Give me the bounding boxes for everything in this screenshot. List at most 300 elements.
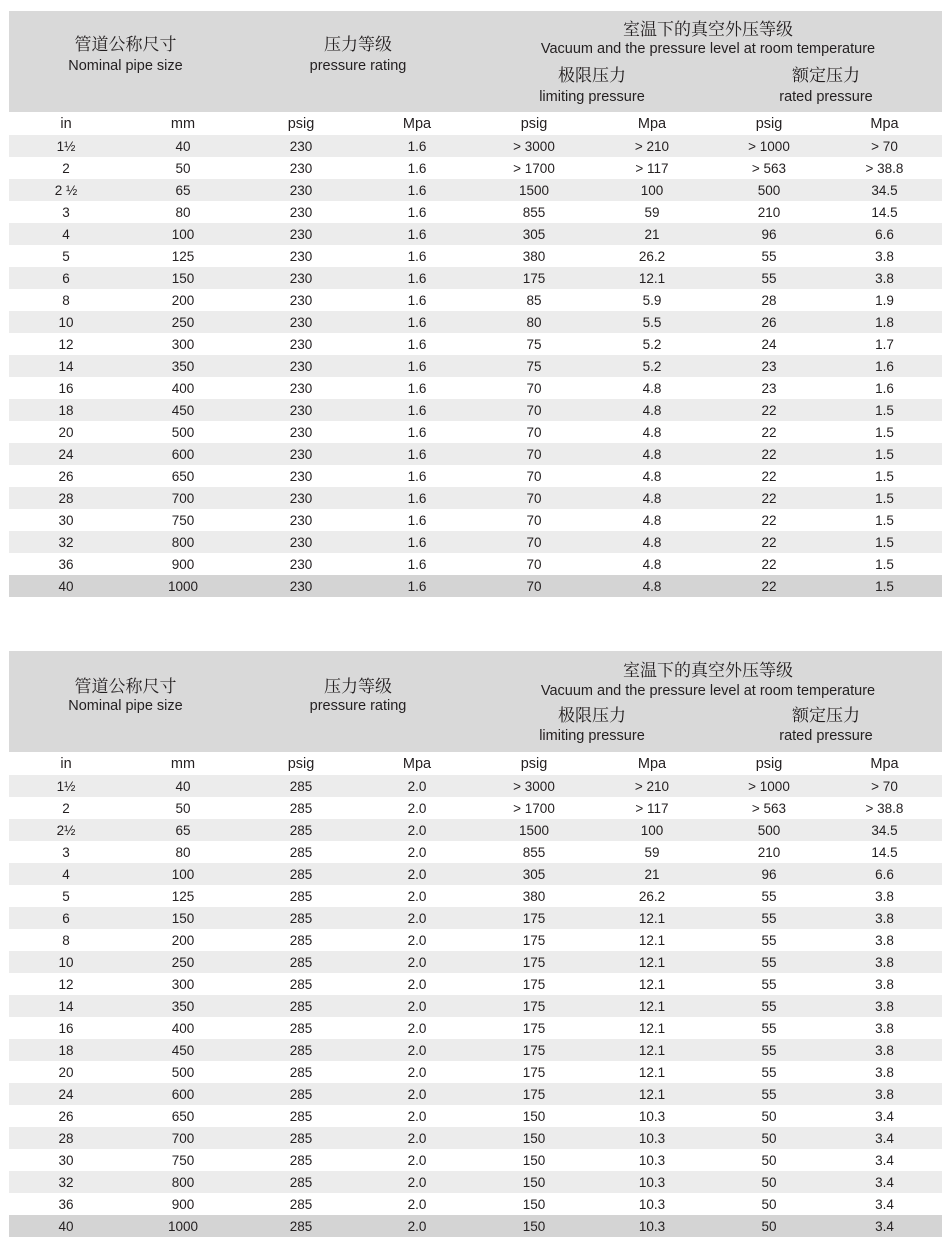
cell-in: 36 — [58, 556, 74, 572]
limiting-pressure-en: limiting pressure — [539, 728, 645, 744]
cell-mpa: 1.6 — [407, 380, 427, 396]
cell-mm: 150 — [171, 910, 195, 926]
cell-psig: 230 — [289, 512, 313, 528]
unit-mpa: Mpa — [402, 115, 432, 132]
cell-limiting-psig: 380 — [522, 248, 546, 264]
cell-limiting-psig: 305 — [522, 866, 546, 882]
cell-mpa: 2.0 — [407, 1130, 427, 1146]
table-row — [9, 311, 942, 333]
cell-limiting-psig: 855 — [522, 204, 546, 220]
cell-in: 32 — [58, 1174, 74, 1190]
cell-limiting-psig: > 1700 — [513, 160, 555, 176]
rated-pressure-zh: 额定压力 — [792, 66, 860, 85]
cell-mpa: 2.0 — [407, 778, 427, 794]
cell-limiting-psig: 75 — [526, 358, 542, 374]
table-row — [9, 1105, 942, 1127]
cell-mm: 50 — [175, 160, 191, 176]
cell-limiting-mpa: > 117 — [635, 800, 669, 816]
cell-limiting-psig: 175 — [522, 910, 546, 926]
cell-rated-psig: 55 — [761, 910, 777, 926]
cell-mpa: 1.6 — [407, 138, 427, 154]
cell-limiting-psig: 70 — [526, 424, 542, 440]
cell-limiting-mpa: 10.3 — [638, 1152, 666, 1168]
cell-mm: 200 — [171, 932, 195, 948]
unit-in: in — [60, 115, 72, 132]
cell-limiting-mpa: 26.2 — [638, 248, 666, 264]
cell-mpa: 2.0 — [407, 1064, 427, 1080]
units-row — [9, 112, 942, 135]
table-row — [9, 531, 942, 553]
cell-mpa: 2.0 — [407, 1108, 427, 1124]
table-row — [9, 841, 942, 863]
cell-limiting-mpa: 10.3 — [638, 1196, 666, 1212]
cell-mpa: 2.0 — [407, 1174, 427, 1190]
cell-psig: 285 — [289, 800, 313, 816]
cell-limiting-mpa: 12.1 — [638, 976, 666, 992]
cell-mpa: 2.0 — [407, 954, 427, 970]
table-row — [9, 1193, 942, 1215]
cell-limiting-psig: 150 — [522, 1152, 546, 1168]
cell-psig: 230 — [289, 446, 313, 462]
cell-rated-psig: 55 — [761, 954, 777, 970]
table-row — [9, 1017, 942, 1039]
cell-psig: 285 — [289, 888, 313, 904]
cell-mm: 1000 — [167, 1218, 199, 1234]
cell-in: 8 — [62, 292, 70, 308]
cell-mpa: 1.6 — [407, 578, 427, 594]
table-header — [9, 11, 942, 112]
cell-limiting-psig: 175 — [522, 954, 546, 970]
cell-limiting-mpa: 4.8 — [642, 380, 662, 396]
cell-limiting-mpa: 4.8 — [642, 468, 662, 484]
cell-mpa: 1.6 — [407, 490, 427, 506]
table-row — [9, 201, 942, 223]
cell-mm: 65 — [175, 822, 191, 838]
table-row — [9, 289, 942, 311]
cell-psig: 285 — [289, 1108, 313, 1124]
cell-limiting-mpa: 10.3 — [638, 1174, 666, 1190]
cell-limiting-psig: 75 — [526, 336, 542, 352]
cell-in: 4 — [62, 866, 70, 882]
cell-mm: 80 — [175, 844, 191, 860]
table-row — [9, 1039, 942, 1061]
cell-rated-psig: 28 — [761, 292, 777, 308]
cell-mpa: 2.0 — [407, 822, 427, 838]
table-row — [9, 1171, 942, 1193]
cell-limiting-mpa: > 210 — [634, 778, 670, 794]
cell-rated-mpa: 1.5 — [875, 512, 894, 528]
cell-psig: 230 — [289, 578, 313, 594]
cell-limiting-psig: > 3000 — [513, 138, 555, 154]
cell-limiting-mpa: 12.1 — [638, 1020, 666, 1036]
cell-psig: 285 — [289, 778, 313, 794]
cell-psig: 230 — [289, 314, 313, 330]
cell-mpa: 1.6 — [407, 248, 427, 264]
cell-limiting-psig: 150 — [522, 1218, 546, 1234]
cell-mpa: 1.6 — [407, 556, 427, 572]
cell-rated-mpa: 1.6 — [875, 380, 894, 396]
cell-limiting-psig: 70 — [526, 402, 542, 418]
cell-rated-psig: 22 — [761, 512, 777, 528]
cell-rated-psig: 22 — [761, 402, 777, 418]
cell-rated-mpa: 3.4 — [875, 1196, 894, 1212]
cell-in: 20 — [58, 424, 74, 440]
cell-rated-mpa: 1.5 — [875, 490, 894, 506]
cell-mm: 1000 — [167, 578, 199, 594]
unit-in: in — [60, 755, 72, 772]
cell-mm: 450 — [171, 402, 195, 418]
table-row — [9, 995, 942, 1017]
cell-rated-psig: 55 — [761, 1020, 777, 1036]
cell-mpa: 2.0 — [407, 1196, 427, 1212]
cell-limiting-psig: 80 — [526, 314, 542, 330]
cell-mpa: 1.6 — [407, 336, 427, 352]
table-row — [9, 973, 942, 995]
cell-limiting-mpa: 4.8 — [642, 446, 662, 462]
cell-psig: 285 — [289, 954, 313, 970]
cell-mm: 900 — [171, 556, 195, 572]
cell-rated-mpa: 3.8 — [875, 1020, 894, 1036]
cell-limiting-psig: 175 — [522, 1064, 546, 1080]
cell-limiting-psig: 70 — [526, 380, 542, 396]
unit-rated-mpa: Mpa — [870, 755, 899, 772]
cell-mpa: 1.6 — [407, 292, 427, 308]
vacuum-title-en: Vacuum and the pressure level at room temperature — [540, 41, 876, 57]
cell-rated-mpa: 1.5 — [875, 402, 894, 418]
cell-limiting-psig: 175 — [522, 1020, 546, 1036]
cell-rated-mpa: 3.8 — [875, 1086, 894, 1102]
nominal-size-zh: 管道公称尺寸 — [74, 677, 177, 696]
cell-limiting-mpa: 12.1 — [638, 1086, 666, 1102]
cell-limiting-mpa: 59 — [644, 844, 660, 860]
cell-limiting-psig: 175 — [522, 270, 546, 286]
cell-rated-psig: 55 — [761, 1042, 777, 1058]
cell-limiting-mpa: 10.3 — [638, 1218, 666, 1234]
cell-rated-mpa: 6.6 — [875, 226, 894, 242]
vacuum-title-zh: 室温下的真空外压等级 — [623, 20, 793, 39]
cell-limiting-mpa: 12.1 — [638, 910, 666, 926]
cell-mm: 450 — [171, 1042, 195, 1058]
cell-rated-psig: 50 — [761, 1218, 777, 1234]
cell-limiting-psig: 380 — [522, 888, 546, 904]
cell-limiting-mpa: 12.1 — [638, 932, 666, 948]
cell-rated-mpa: > 70 — [871, 778, 898, 794]
cell-rated-psig: 55 — [761, 976, 777, 992]
cell-mm: 50 — [175, 800, 191, 816]
cell-in: 1½ — [56, 138, 76, 154]
cell-psig: 285 — [289, 1152, 313, 1168]
cell-rated-psig: 22 — [761, 578, 777, 594]
cell-rated-mpa: 1.5 — [875, 468, 894, 484]
cell-rated-mpa: 3.4 — [875, 1174, 894, 1190]
cell-psig: 230 — [289, 402, 313, 418]
table-row — [9, 819, 942, 841]
cell-rated-psig: 96 — [761, 226, 777, 242]
cell-limiting-psig: 175 — [522, 998, 546, 1014]
cell-mpa: 1.6 — [407, 314, 427, 330]
cell-limiting-mpa: 5.2 — [642, 358, 662, 374]
cell-rated-mpa: 34.5 — [871, 822, 898, 838]
pressure-rating-en: pressure rating — [309, 58, 407, 74]
cell-limiting-psig: 175 — [522, 976, 546, 992]
cell-in: 3 — [62, 204, 70, 220]
cell-mm: 125 — [171, 248, 195, 264]
cell-mpa: 2.0 — [407, 800, 427, 816]
cell-psig: 285 — [289, 822, 313, 838]
cell-mpa: 1.6 — [407, 424, 427, 440]
cell-rated-psig: 22 — [761, 534, 777, 550]
cell-limiting-mpa: 26.2 — [638, 888, 666, 904]
cell-psig: 285 — [289, 1130, 313, 1146]
cell-mpa: 1.6 — [407, 160, 427, 176]
cell-mm: 200 — [171, 292, 195, 308]
table-row — [9, 333, 942, 355]
cell-mm: 250 — [171, 314, 195, 330]
cell-in: 6 — [62, 270, 70, 286]
cell-limiting-mpa: 100 — [640, 822, 664, 838]
cell-limiting-psig: 305 — [522, 226, 546, 242]
cell-in: 16 — [58, 380, 74, 396]
cell-rated-psig: 55 — [761, 932, 777, 948]
cell-in: 10 — [58, 314, 74, 330]
cell-in: 5 — [62, 248, 70, 264]
cell-in: 12 — [58, 976, 74, 992]
cell-in: 28 — [58, 1130, 74, 1146]
cell-psig: 230 — [289, 292, 313, 308]
cell-in: 12 — [58, 336, 74, 352]
cell-rated-mpa: 3.8 — [875, 248, 894, 264]
cell-rated-psig: 500 — [757, 822, 781, 838]
cell-mpa: 2.0 — [407, 1086, 427, 1102]
cell-rated-mpa: 34.5 — [871, 182, 898, 198]
cell-rated-psig: 50 — [761, 1196, 777, 1212]
cell-in: 40 — [58, 1218, 74, 1234]
cell-rated-psig: 55 — [761, 888, 777, 904]
cell-in: 24 — [58, 446, 74, 462]
cell-limiting-psig: 1500 — [518, 822, 550, 838]
cell-rated-psig: 55 — [761, 1064, 777, 1080]
cell-limiting-mpa: 59 — [644, 204, 660, 220]
cell-psig: 230 — [289, 204, 313, 220]
vacuum-title-en: Vacuum and the pressure level at room temperature — [540, 683, 876, 699]
cell-psig: 285 — [289, 1064, 313, 1080]
cell-rated-mpa: 3.8 — [875, 954, 894, 970]
cell-rated-psig: 22 — [761, 446, 777, 462]
cell-limiting-mpa: 5.9 — [642, 292, 662, 308]
cell-rated-mpa: 6.6 — [875, 866, 894, 882]
table-row — [9, 179, 942, 201]
cell-psig: 285 — [289, 1086, 313, 1102]
units-row — [9, 752, 942, 775]
cell-mm: 125 — [171, 888, 195, 904]
cell-mpa: 2.0 — [407, 932, 427, 948]
cell-rated-mpa: 3.8 — [875, 976, 894, 992]
cell-mpa: 1.6 — [407, 402, 427, 418]
cell-limiting-mpa: > 210 — [634, 138, 670, 154]
cell-rated-mpa: 1.9 — [875, 292, 894, 308]
cell-mm: 600 — [171, 1086, 195, 1102]
table-row — [9, 377, 942, 399]
cell-rated-psig: 55 — [761, 270, 777, 286]
cell-mm: 100 — [171, 226, 195, 242]
cell-mpa: 1.6 — [407, 182, 427, 198]
limiting-pressure-zh: 极限压力 — [558, 66, 626, 85]
cell-rated-psig: 50 — [761, 1152, 777, 1168]
unit-psig: psig — [287, 755, 315, 772]
cell-psig: 285 — [289, 866, 313, 882]
pressure-rating-zh: 压力等级 — [324, 677, 392, 696]
unit-rated-mpa: Mpa — [870, 115, 899, 132]
cell-rated-mpa: 3.8 — [875, 1064, 894, 1080]
cell-in: 6 — [62, 910, 70, 926]
cell-in: 14 — [58, 998, 74, 1014]
cell-mm: 100 — [171, 866, 195, 882]
cell-limiting-psig: 70 — [526, 556, 542, 572]
table-row — [9, 443, 942, 465]
cell-psig: 285 — [289, 1174, 313, 1190]
cell-rated-mpa: 1.5 — [875, 446, 894, 462]
cell-rated-psig: 500 — [757, 182, 781, 198]
table-row — [9, 1127, 942, 1149]
unit-mm: mm — [170, 755, 196, 772]
cell-rated-psig: > 1000 — [748, 778, 790, 794]
cell-mpa: 2.0 — [407, 1152, 427, 1168]
cell-mm: 500 — [171, 1064, 195, 1080]
cell-rated-mpa: 3.8 — [875, 932, 894, 948]
cell-rated-psig: 22 — [761, 468, 777, 484]
cell-mm: 800 — [171, 1174, 195, 1190]
cell-rated-psig: 210 — [757, 204, 781, 220]
rated-pressure-zh: 额定压力 — [792, 706, 860, 725]
cell-mm: 750 — [171, 1152, 195, 1168]
cell-psig: 285 — [289, 932, 313, 948]
cell-limiting-psig: 855 — [522, 844, 546, 860]
cell-limiting-psig: 175 — [522, 932, 546, 948]
cell-rated-mpa: 1.6 — [875, 358, 894, 374]
cell-limiting-psig: 150 — [522, 1196, 546, 1212]
cell-mm: 400 — [171, 380, 195, 396]
cell-mpa: 2.0 — [407, 1020, 427, 1036]
cell-in: 16 — [58, 1020, 74, 1036]
pressure-table-2 — [9, 651, 942, 1237]
table-row — [9, 223, 942, 245]
cell-mm: 650 — [171, 1108, 195, 1124]
table-row — [9, 951, 942, 973]
cell-rated-psig: 26 — [761, 314, 777, 330]
unit-psig: psig — [287, 115, 315, 132]
rated-pressure-en: rated pressure — [779, 728, 873, 744]
cell-psig: 285 — [289, 1042, 313, 1058]
cell-limiting-mpa: 4.8 — [642, 424, 662, 440]
table-row — [9, 135, 942, 157]
cell-rated-psig: 55 — [761, 248, 777, 264]
cell-psig: 230 — [289, 160, 313, 176]
cell-mpa: 2.0 — [407, 1218, 427, 1234]
cell-in: 32 — [58, 534, 74, 550]
cell-in: 30 — [58, 1152, 74, 1168]
nominal-size-en: Nominal pipe size — [68, 58, 183, 74]
cell-mm: 800 — [171, 534, 195, 550]
rated-pressure-en: rated pressure — [779, 89, 873, 105]
cell-rated-mpa: 3.8 — [875, 1042, 894, 1058]
cell-psig: 230 — [289, 336, 313, 352]
table-row — [9, 575, 942, 597]
cell-rated-psig: 22 — [761, 556, 777, 572]
table-row — [9, 929, 942, 951]
cell-limiting-psig: > 1700 — [513, 800, 555, 816]
cell-limiting-mpa: 12.1 — [638, 1042, 666, 1058]
cell-psig: 285 — [289, 976, 313, 992]
table-row — [9, 907, 942, 929]
cell-rated-mpa: 3.8 — [875, 910, 894, 926]
cell-rated-mpa: 1.7 — [875, 336, 894, 352]
table-row — [9, 399, 942, 421]
cell-psig: 285 — [289, 1196, 313, 1212]
table-row — [9, 157, 942, 179]
unit-limiting-mpa: Mpa — [637, 755, 667, 772]
cell-rated-psig: 210 — [757, 844, 781, 860]
cell-psig: 285 — [289, 998, 313, 1014]
cell-rated-psig: 50 — [761, 1130, 777, 1146]
cell-limiting-mpa: 5.5 — [642, 314, 662, 330]
cell-in: 14 — [58, 358, 74, 374]
cell-mm: 900 — [171, 1196, 195, 1212]
table-row — [9, 355, 942, 377]
cell-limiting-psig: 70 — [526, 446, 542, 462]
cell-limiting-psig: 70 — [526, 534, 542, 550]
cell-rated-mpa: 14.5 — [871, 204, 898, 220]
cell-psig: 230 — [289, 226, 313, 242]
cell-mm: 350 — [171, 358, 195, 374]
cell-rated-psig: 22 — [761, 490, 777, 506]
cell-mm: 150 — [171, 270, 195, 286]
cell-limiting-psig: > 3000 — [513, 778, 555, 794]
cell-limiting-psig: 1500 — [518, 182, 550, 198]
cell-psig: 285 — [289, 1218, 313, 1234]
cell-mpa: 2.0 — [407, 998, 427, 1014]
unit-rated-psig: psig — [755, 755, 783, 772]
cell-limiting-mpa: > 117 — [635, 160, 669, 176]
cell-mpa: 1.6 — [407, 204, 427, 220]
cell-rated-mpa: > 70 — [871, 138, 898, 154]
table-body — [9, 112, 942, 597]
cell-mm: 750 — [171, 512, 195, 528]
cell-rated-psig: 24 — [761, 336, 777, 352]
cell-mm: 300 — [171, 976, 195, 992]
cell-in: 36 — [58, 1196, 74, 1212]
cell-psig: 230 — [289, 358, 313, 374]
cell-limiting-psig: 175 — [522, 1086, 546, 1102]
table-row — [9, 421, 942, 443]
cell-in: 2½ — [56, 822, 76, 838]
cell-limiting-psig: 70 — [526, 578, 542, 594]
cell-rated-mpa: 3.4 — [875, 1152, 894, 1168]
cell-limiting-mpa: 21 — [644, 226, 660, 242]
cell-limiting-psig: 150 — [522, 1108, 546, 1124]
cell-mm: 400 — [171, 1020, 195, 1036]
cell-mpa: 1.6 — [407, 468, 427, 484]
cell-rated-psig: 50 — [761, 1108, 777, 1124]
cell-mm: 65 — [175, 182, 191, 198]
cell-rated-mpa: 1.5 — [875, 424, 894, 440]
cell-mpa: 2.0 — [407, 976, 427, 992]
vacuum-title-zh: 室温下的真空外压等级 — [623, 661, 793, 680]
cell-rated-mpa: 3.4 — [875, 1108, 894, 1124]
cell-limiting-mpa: 21 — [644, 866, 660, 882]
cell-limiting-psig: 150 — [522, 1130, 546, 1146]
cell-mm: 700 — [171, 490, 195, 506]
cell-rated-psig: > 563 — [751, 800, 787, 816]
